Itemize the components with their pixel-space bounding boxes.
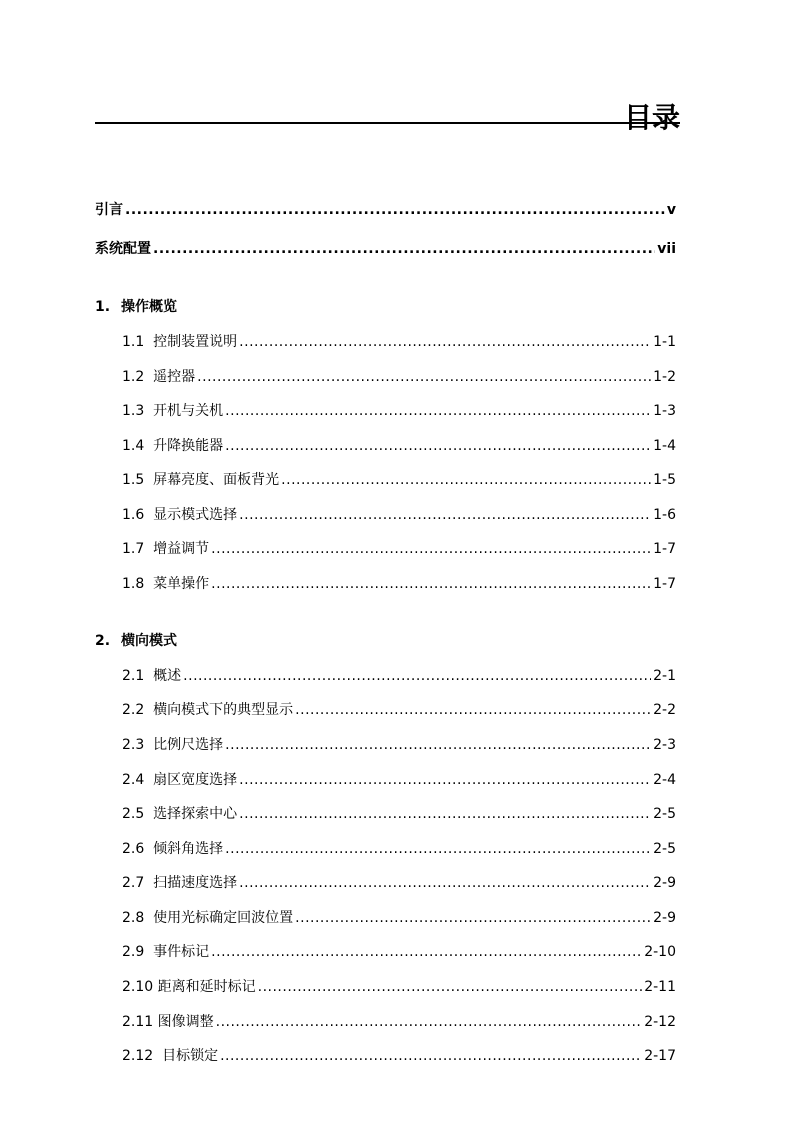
section-label: 使用光标确定回波位置: [153, 910, 294, 926]
dot-leader: [197, 367, 651, 387]
toc-entry-page: 1-7: [653, 541, 676, 557]
dot-leader: [211, 574, 651, 594]
section-number: 2.9: [122, 944, 145, 960]
dot-leader: [239, 332, 651, 352]
toc-entry[interactable]: [122, 908, 676, 928]
toc-entry-page: 2-3: [653, 737, 676, 753]
section-number: 1.4: [122, 438, 145, 454]
dot-leader: [239, 770, 651, 790]
dot-leader: [239, 873, 651, 893]
dot-leader: [125, 200, 665, 220]
section-number: 2.4: [122, 772, 145, 788]
section-number: 1.3: [122, 403, 145, 419]
page-title: 目录: [623, 101, 680, 134]
toc-entry-page: 1-3: [653, 403, 676, 419]
section-label: 扇区宽度选择: [153, 772, 238, 788]
chapter-number: 1.: [95, 299, 111, 315]
section-number: 1.7: [122, 541, 145, 557]
toc-entry[interactable]: [122, 1046, 676, 1066]
chapter-heading-2[interactable]: [95, 631, 177, 651]
toc-entry-page: vii: [657, 241, 676, 257]
chapter-title: 横向模式: [121, 633, 177, 649]
section-number: 1.2: [122, 369, 145, 385]
toc-entry[interactable]: [122, 977, 676, 997]
toc-entry-page: 1-6: [653, 507, 676, 523]
section-label: 显示模式选择: [153, 507, 238, 523]
dot-leader: [295, 908, 651, 928]
toc-entry-page: 1-5: [653, 472, 676, 488]
toc-entry-preface[interactable]: [95, 200, 676, 220]
section-label: 屏幕亮度、面板背光: [153, 472, 280, 488]
toc-entry-page: 2-12: [644, 1014, 676, 1030]
toc-entry-label: 引言: [95, 202, 123, 218]
section-label: 倾斜角选择: [153, 841, 224, 857]
dot-leader: [153, 239, 655, 259]
toc-entry[interactable]: [122, 539, 676, 559]
section-number: 2.8: [122, 910, 145, 926]
dot-leader: [258, 977, 643, 997]
dot-leader: [239, 804, 651, 824]
section-label: 菜单操作: [153, 576, 210, 592]
toc-entry-page: 2-5: [653, 841, 676, 857]
dot-leader: [183, 666, 651, 686]
dot-leader: [225, 839, 651, 859]
section-label: 事件标记: [153, 944, 210, 960]
section-number: 2.7: [122, 875, 145, 891]
title-rule: [95, 122, 680, 124]
section-number: 2.6: [122, 841, 145, 857]
dot-leader: [220, 1046, 642, 1066]
toc-entry-page: 1-4: [653, 438, 676, 454]
toc-entry[interactable]: [122, 839, 676, 859]
toc-entry[interactable]: [122, 804, 676, 824]
dot-leader: [225, 401, 651, 421]
toc-entry[interactable]: [122, 770, 676, 790]
section-label: 横向模式下的典型显示: [153, 702, 294, 718]
toc-entry[interactable]: [122, 574, 676, 594]
section-label: 升降换能器: [153, 438, 224, 454]
section-label: 开机与关机: [153, 403, 224, 419]
section-label: 控制装置说明: [153, 334, 238, 350]
toc-entry-label: 系统配置: [95, 241, 151, 257]
dot-leader: [216, 1012, 643, 1032]
section-number: 2.10: [122, 979, 154, 995]
toc-entry-page: 1-1: [653, 334, 676, 350]
toc-entry[interactable]: [122, 700, 676, 720]
dot-leader: [211, 539, 651, 559]
toc-entry[interactable]: [122, 367, 676, 387]
toc-entry-page: v: [666, 202, 676, 218]
section-number: 2.1: [122, 668, 145, 684]
toc-entry[interactable]: [122, 470, 676, 490]
section-number: 1.5: [122, 472, 145, 488]
toc-entry[interactable]: [122, 1012, 676, 1032]
section-label: 扫描速度选择: [153, 875, 238, 891]
section-number: 2.5: [122, 806, 145, 822]
toc-entry[interactable]: [122, 942, 676, 962]
toc-entry-page: 2-11: [644, 979, 676, 995]
section-number: 1.6: [122, 507, 145, 523]
section-label: 目标锁定: [162, 1048, 219, 1064]
section-number: 1.1: [122, 334, 145, 350]
dot-leader: [211, 942, 642, 962]
toc-entry-page: 2-2: [653, 702, 676, 718]
toc-entry[interactable]: [122, 666, 676, 686]
dot-leader: [295, 700, 651, 720]
dot-leader: [281, 470, 651, 490]
toc-entry[interactable]: [122, 873, 676, 893]
section-label: 概述: [153, 668, 182, 684]
section-number: 2.12: [122, 1048, 154, 1064]
dot-leader: [225, 735, 651, 755]
toc-entry-page: 1-7: [653, 576, 676, 592]
toc-entry-system-config[interactable]: [95, 239, 676, 259]
section-number: 2.11: [122, 1014, 154, 1030]
toc-entry-page: 2-9: [653, 910, 676, 926]
toc-entry-page: 2-17: [644, 1048, 676, 1064]
toc-entry[interactable]: [122, 735, 676, 755]
section-number: 2.3: [122, 737, 145, 753]
toc-entry-page: 2-10: [644, 944, 676, 960]
toc-entry[interactable]: [122, 401, 676, 421]
toc-entry-page: 2-9: [653, 875, 676, 891]
dot-leader: [225, 436, 651, 456]
toc-entry[interactable]: [122, 332, 676, 352]
toc-entry-page: 2-5: [653, 806, 676, 822]
section-label: 比例尺选择: [153, 737, 224, 753]
dot-leader: [239, 505, 651, 525]
section-number: 2.2: [122, 702, 145, 718]
chapter-heading-1[interactable]: [95, 297, 177, 317]
section-label: 距离和延时标记: [157, 979, 256, 995]
section-label: 增益调节: [153, 541, 210, 557]
toc-entry-page: 1-2: [653, 369, 676, 385]
toc-entry-page: 2-1: [653, 668, 676, 684]
toc-entry[interactable]: [122, 505, 676, 525]
section-label: 图像调整: [157, 1014, 214, 1030]
chapter-title: 操作概览: [121, 299, 177, 315]
toc-entry[interactable]: [122, 436, 676, 456]
toc-entry-page: 2-4: [653, 772, 676, 788]
section-label: 遥控器: [153, 369, 196, 385]
section-number: 1.8: [122, 576, 145, 592]
section-label: 选择探索中心: [153, 806, 238, 822]
chapter-number: 2.: [95, 633, 111, 649]
